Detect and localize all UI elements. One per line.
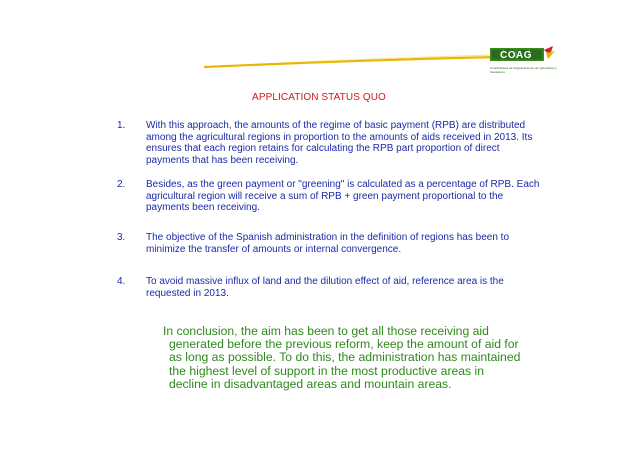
item-number: 2. [117, 179, 126, 190]
item-text: To avoid massive influx of land and the dilution effect of aid, reference area is the requested in 2013. [146, 276, 504, 299]
conclusion-rest: generated before the previous reform, keep the amount of aid for as long as possible. To do this, the administration has maintained the highest level of support in the most productive areas in decline in disadvantaged areas and mountain areas. [169, 337, 521, 391]
conclusion-paragraph [163, 325, 523, 391]
item-number: 1. [117, 120, 126, 131]
logo-tagline: Coordinadora de Organizaciones de Agricultores y Ganaderos [490, 66, 558, 74]
item-number: 3. [117, 232, 126, 243]
logo-wordmark: COAG [500, 50, 532, 61]
item-text: With this approach, the amounts of the regime of basic payment (RPB) are distributed among the agricultural regions in proportion to the amounts of aids received in 2013. Its ensures that each region retains for calculating the RPB part proportion of direct payments that has been receiving. [146, 120, 533, 166]
conclusion-first-line: In conclusion, the aim has been to get all those receiving aid [163, 324, 489, 338]
slide-title: APPLICATION STATUS QUO [252, 92, 386, 103]
item-number: 4. [117, 276, 126, 287]
item-text: Besides, as the green payment or "greening" is calculated as a percentage of RPB. Each agricultural region will receive a sum of RPB + green payment proportional to the payments been receiving. [146, 179, 540, 214]
item-text: The objective of the Spanish administration in the definition of regions has been to minimize the transfer of amounts or internal convergence. [146, 232, 510, 255]
